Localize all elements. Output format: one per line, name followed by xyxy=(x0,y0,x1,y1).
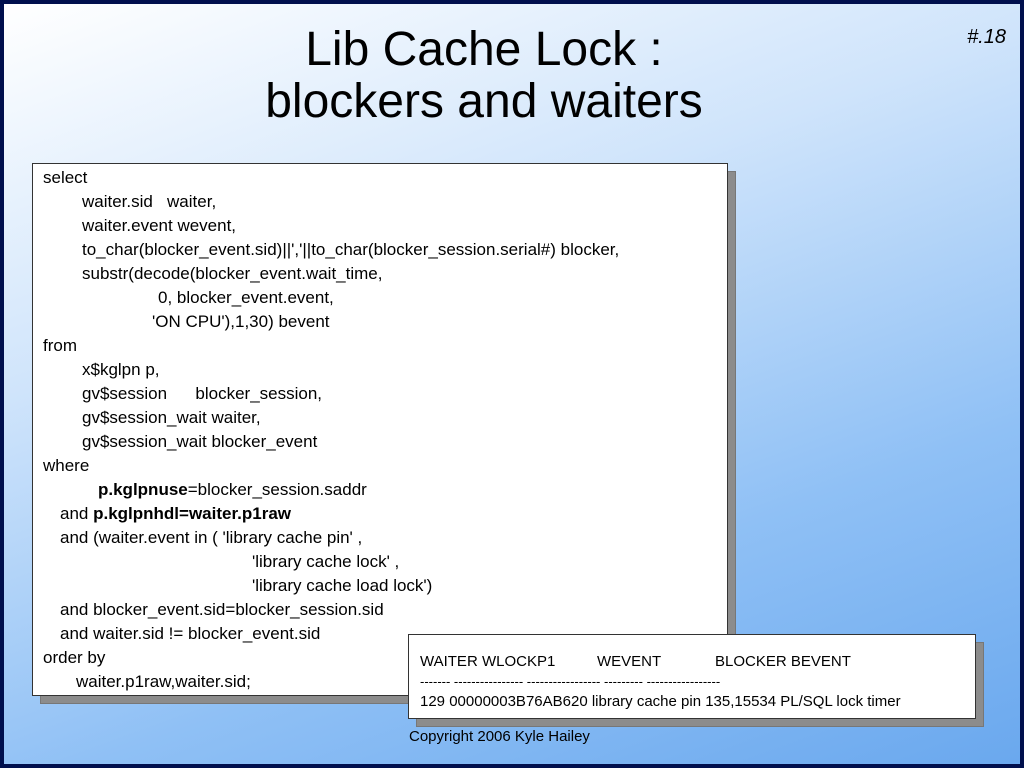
code-line: and waiter.sid != blocker_event.sid xyxy=(60,624,321,643)
code-fragment: =blocker_session.saddr xyxy=(187,480,367,499)
code-fragment: and xyxy=(60,504,94,523)
code-line: gv$session_wait blocker_event xyxy=(82,432,318,451)
result-separator: ------- ---------------- ----------------- --------- ----------------- xyxy=(420,674,721,689)
code-line: 0, blocker_event.event, xyxy=(158,288,334,307)
slide-title xyxy=(4,24,964,128)
result-row: 129 00000003B76AB620 library cache pin 135,15534 PL/SQL lock timer xyxy=(420,693,901,710)
copyright: Copyright 2006 Kyle Hailey xyxy=(409,728,590,745)
code-line: x$kglpn p, xyxy=(82,360,160,379)
query-result-box xyxy=(408,634,976,719)
bold-kglpnuse: p.kglpnuse xyxy=(98,480,188,499)
code-line: 'library cache lock' , xyxy=(252,552,400,571)
code-line: waiter.p1raw,waiter.sid; xyxy=(76,672,251,691)
bold-kglpnhdl: p.kglpnhdl=waiter.p1raw xyxy=(93,504,292,523)
code-line: order by xyxy=(43,648,106,667)
code-line: from xyxy=(43,336,77,355)
code-line: gv$session blocker_session, xyxy=(82,384,323,403)
code-line: and (waiter.event in ( 'library cache pin' , xyxy=(60,528,363,547)
sql-code-box xyxy=(32,163,728,696)
code-line: select xyxy=(43,168,88,187)
code-line: to_char(blocker_event.sid)||','||to_char(blocker_session.serial#) blocker, xyxy=(82,240,620,259)
code-line: where xyxy=(43,456,90,475)
slide xyxy=(4,4,1020,764)
code-line: waiter.event wevent, xyxy=(82,216,237,235)
result-header: WAITER WLOCKP1 WEVENT BLOCKER BEVENT xyxy=(420,653,851,670)
code-line-kglpnuse xyxy=(98,480,367,500)
title-line-2: blockers and waiters xyxy=(265,75,703,128)
code-line: 'library cache load lock') xyxy=(252,576,433,595)
title-line-1: Lib Cache Lock : xyxy=(305,23,663,76)
code-line: gv$session_wait waiter, xyxy=(82,408,261,427)
code-line: and blocker_event.sid=blocker_session.sid xyxy=(60,600,384,619)
code-line-kglpnhdl xyxy=(60,504,291,524)
code-line: substr(decode(blocker_event.wait_time, xyxy=(82,264,383,283)
code-line: waiter.sid waiter, xyxy=(82,192,217,211)
code-line: 'ON CPU'),1,30) bevent xyxy=(152,312,330,331)
slide-number: #.18 xyxy=(967,26,1006,48)
